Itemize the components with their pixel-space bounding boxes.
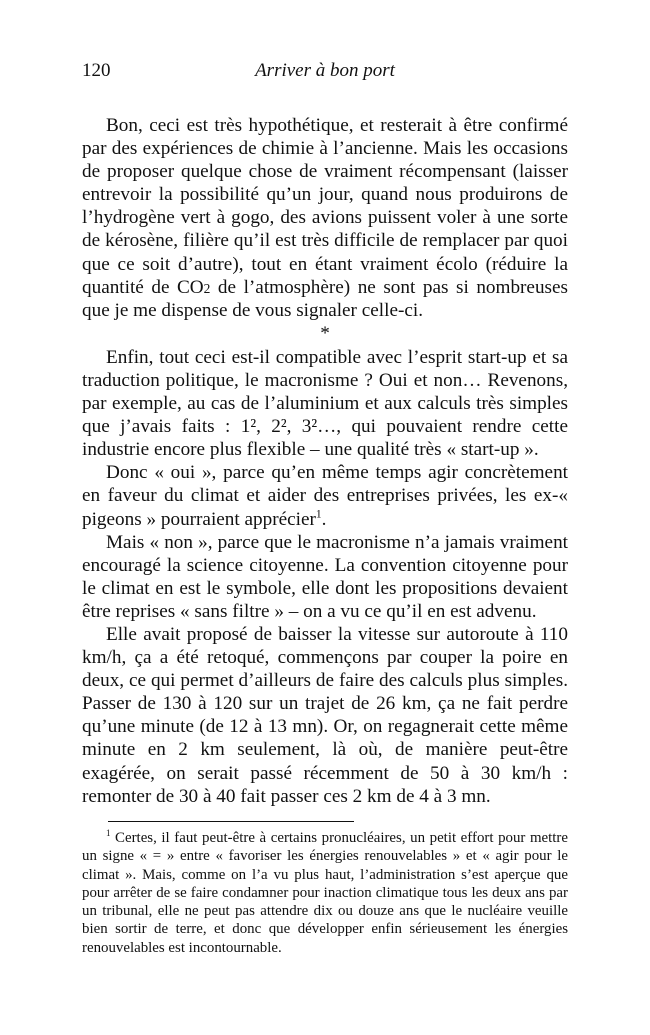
footnote-1 <box>82 829 568 957</box>
running-title: Arriver à bon port <box>255 60 395 81</box>
footnotes <box>82 829 568 957</box>
footnote-reference: 1 <box>315 508 322 521</box>
paragraph-2: Enfin, tout ceci est-il compatible avec l’esprit start-up et sa traduction politique, le macronisme ? Oui et non… Revenons, par exemple, au cas de l’aluminium et aux calculs très simples que j’avais faits : 1², 2², 3²…, qui pouvaient rendre cette industrie encore plus flexible – une qualité très « start-up ». <box>82 346 568 461</box>
section-separator: * <box>320 322 330 344</box>
paragraph-3-text: Donc « oui », parce qu’en même temps agir concrètement en faveur du climat et aider des entreprises privées, les ex-« pigeons » pourraient apprécier <box>82 462 568 530</box>
paragraph-4: Mais « non », parce que le macronisme n’a jamais vraiment encouragé la science citoyenne. La convention citoyenne pour le climat en est le symbole, elle dont les propositions devaient être reprises « sans filtre » – on a vu ce qu’il en est advenu. <box>82 531 568 622</box>
paragraph-1-text: Bon, ceci est très hypothétique, et resterait à être confirmé par des expériences de chimie à l’ancienne. Mais les occasions de proposer quelque chose de vraiment récompensant (laisser entrevoir la possibilité qu’un jour, quand nous produirons de l’hydrogène vert à gogo, des avions puissent voler à une sorte de kérosène, filière qu’il est très difficile de remplacer par quoi que ce soit d’autre), tout en étant vraiment écolo (réduire la quantité de CO <box>82 115 568 298</box>
paragraph-1 <box>82 114 568 322</box>
body-text <box>82 114 568 808</box>
paragraph-5: Elle avait proposé de baisser la vitesse sur autoroute à 110 km/h, ça a été retoqué, commençons par couper la poire en deux, ce qui permet d’ailleurs de faire des calculs plus simples. Passer de 130 à 120 sur un trajet de 26 km, ça ne fait perdre qu’une minute (de 12 à 13 mn). Or, on regagnerait cette même minute en 2 km seulement, là où, de manière peut-être exagérée, on serait passé récemment de 50 à 30 km/h : remonter de 30 à 40 fait passer ces 2 km de 4 à 3 mn. <box>82 623 568 807</box>
footnote-divider <box>108 821 354 822</box>
page-number: 120 <box>82 60 111 81</box>
paragraph-1-text-end: de l’atmosphère) ne sont pas si nombreuses que je me dispense de vous signaler celle-ci. <box>82 276 568 321</box>
paragraph-3 <box>82 461 568 530</box>
paragraph-3-end: . <box>321 508 327 530</box>
footnote-marker: 1 <box>106 828 111 839</box>
page-header <box>82 60 568 90</box>
footnote-text: Certes, il faut peut-être à certains pronucléaires, un petit effort pour mettre un signe « = » entre « favoriser les énergies renouvelables » et « agir pour le climat ». Mais, comme on l’a vu plus haut, l’administration s’est aperçue que pour arrêter de se faire condamner pour inaction climatique tous les deux ans par un tribunal, elle ne peut pas attendre dix ou douze ans que le nucléaire veuille bien sortir de terre, et donc que développer enfin sérieusement les énergies renouvelables est incontournable. <box>82 830 568 956</box>
co2-subscript: 2 <box>203 280 211 296</box>
